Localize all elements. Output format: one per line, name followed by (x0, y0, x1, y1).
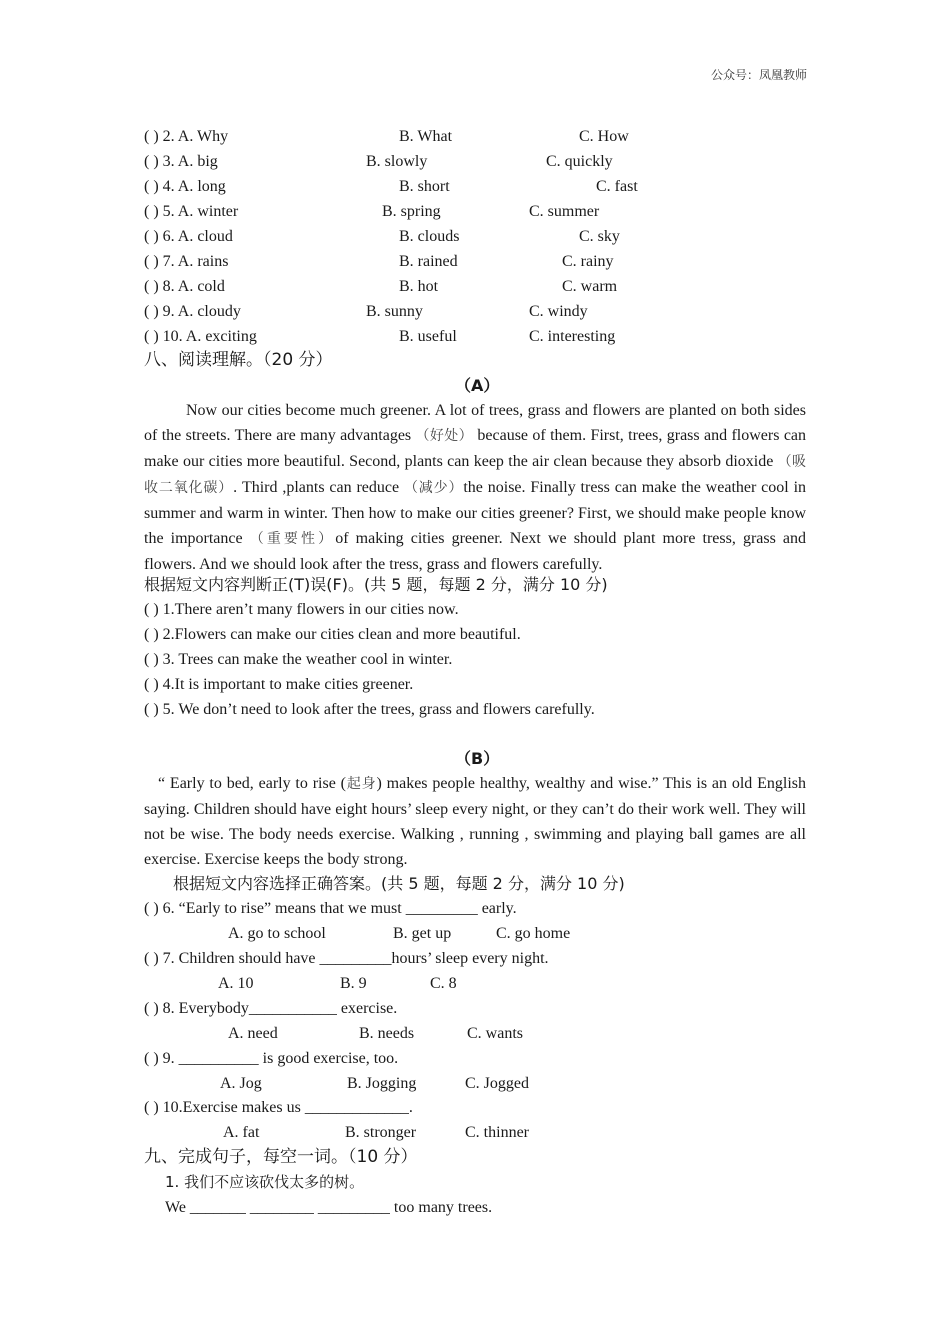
sentence-en: We _______ ________ _________ too many trees. (165, 1199, 493, 1216)
choice-row (144, 199, 600, 224)
choice-b: B. sunny (366, 303, 423, 320)
header-source: 公众号：凤凰教师 (711, 68, 808, 82)
mc-question: ( ) 10.Exercise makes us _____________. (144, 1099, 413, 1116)
choice-c: C. warm (562, 278, 618, 295)
choice-b: B. short (399, 178, 450, 195)
passage-b-text (144, 771, 806, 872)
tf-question: ( ) 2.Flowers can make our cities clean and more beautiful. (144, 626, 521, 643)
passage-b-instruction: 根据短文内容选择正确答案。(共 5 题，每题 2 分，满分 10 分) (173, 874, 625, 893)
tf-question: ( ) 3. Trees can make the weather cool in winter. (144, 651, 453, 668)
mc-question: ( ) 7. Children should have _________hours’ sleep every night. (144, 950, 549, 967)
tf-question: ( ) 4.It is important to make cities greener. (144, 676, 414, 693)
mc-option: B. 9 (340, 975, 367, 992)
mc-option: B. get up (393, 925, 452, 942)
sentence-cn: 1. 我们不应该砍伐太多的树。 (165, 1173, 365, 1191)
mc-option: A. 10 (218, 975, 254, 992)
choice-a: ( ) 2. A. Why (144, 128, 229, 145)
passage-a-gloss: （吸收二氧化碳） (144, 454, 806, 496)
mc-option: B. stronger (345, 1124, 417, 1141)
mc-option: C. 8 (430, 975, 457, 992)
mc-option: C. thinner (465, 1124, 529, 1141)
choice-a: ( ) 5. A. winter (144, 203, 239, 220)
choice-row (144, 299, 588, 324)
choice-c: C. interesting (529, 328, 616, 345)
passage-a-part: because of them. First, trees, grass and flowers can make our cities more beautiful. Second, plants can keep the air clean because they absorb dioxide (144, 427, 807, 470)
mc-option: C. Jogged (465, 1075, 529, 1092)
passage-b-label: （B） (455, 749, 500, 768)
choice-b: B. spring (382, 203, 441, 220)
mc-option: B. Jogging (347, 1075, 417, 1092)
tf-question: ( ) 1.There aren’t many flowers in our cities now. (144, 601, 459, 618)
choice-row (144, 324, 616, 349)
choice-b: B. rained (399, 253, 458, 270)
choice-c: C. windy (529, 303, 588, 320)
section-9-title: 九、完成句子，每空一词。（10 分） (144, 1147, 418, 1167)
choice-a: ( ) 8. A. cold (144, 278, 225, 295)
choice-a: ( ) 4. A. long (144, 178, 226, 195)
mc-option: A. fat (223, 1124, 260, 1141)
choice-row (144, 149, 613, 174)
choice-c: C. sky (579, 228, 620, 245)
choice-a: ( ) 3. A. big (144, 153, 218, 170)
choice-row (144, 224, 620, 249)
passage-a-part: the noise. Finally tress can make the weather cool in summer and warm in winter. Then how to make our cities greener? First, we should make people know the importance (144, 479, 807, 547)
mc-option: B. needs (359, 1025, 415, 1042)
passage-a-gloss: （减少） (403, 480, 464, 496)
passage-a-gloss: （重要性） (249, 531, 336, 547)
mc-option: A. Jog (220, 1075, 262, 1092)
choice-a: ( ) 9. A. cloudy (144, 303, 241, 320)
mc-question: ( ) 6. “Early to rise” means that we must _________ early. (144, 900, 517, 917)
mc-question: ( ) 9. __________ is good exercise, too. (144, 1050, 399, 1067)
choice-row (144, 274, 618, 299)
choice-row (144, 174, 638, 199)
choice-b: B. hot (399, 278, 439, 295)
choice-b: B. clouds (399, 228, 460, 245)
choice-row (144, 124, 629, 149)
passage-a-part: Now our cities become much greener. A lot of trees, grass and flowers are planted on both sides of the streets. There are many advantages (144, 402, 806, 444)
mc-question: ( ) 8. Everybody___________ exercise. (144, 1000, 398, 1017)
passage-a-part: of making cities greener. Next we should plant more tress, grass and flowers. And we should look after the tress, grass and flowers carefully. (144, 530, 807, 573)
mc-option: A. go to school (228, 925, 326, 942)
mc-option: C. wants (467, 1025, 523, 1042)
section-8-title: 八、阅读理解。（20 分） (144, 350, 333, 370)
choice-b: B. What (399, 128, 453, 145)
choice-c: C. quickly (546, 153, 613, 170)
passage-a-text (144, 398, 806, 577)
choice-b: B. useful (399, 328, 457, 345)
mc-option: A. need (228, 1025, 278, 1042)
passage-a-instruction: 根据短文内容判断正(T)误(F)。(共 5 题，每题 2 分，满分 10 分) (144, 575, 608, 594)
passage-a-label: （A） (455, 376, 500, 395)
choice-a: ( ) 7. A. rains (144, 253, 229, 270)
passage-b-part: ) makes people healthy, wealthy and wise.” This is an old English saying. Children should have eight hours’ sleep every night, or they can’t do their work well. They will not be wise. The body needs exercise. Walking , running , swimming and playing ball games are all exercise. Exercise keeps the body strong. (144, 775, 806, 868)
choice-b: B. slowly (366, 153, 428, 170)
passage-a-part: . Third ,plants can reduce (233, 479, 400, 496)
choice-c: C. How (579, 128, 629, 145)
choice-a: ( ) 10. A. exciting (144, 328, 257, 345)
passage-b-part: “ Early to bed, early to rise ( (158, 775, 346, 792)
choice-row (144, 249, 614, 274)
passage-b-gloss: 起身 (345, 776, 377, 792)
tf-question: ( ) 5. We don’t need to look after the trees, grass and flowers carefully. (144, 701, 595, 718)
choice-c: C. summer (529, 203, 600, 220)
choice-c: C. rainy (562, 253, 614, 270)
choice-a: ( ) 6. A. cloud (144, 228, 233, 245)
passage-a-gloss: （好处） (415, 428, 474, 444)
choice-c: C. fast (596, 178, 638, 195)
mc-option: C. go home (496, 925, 571, 942)
